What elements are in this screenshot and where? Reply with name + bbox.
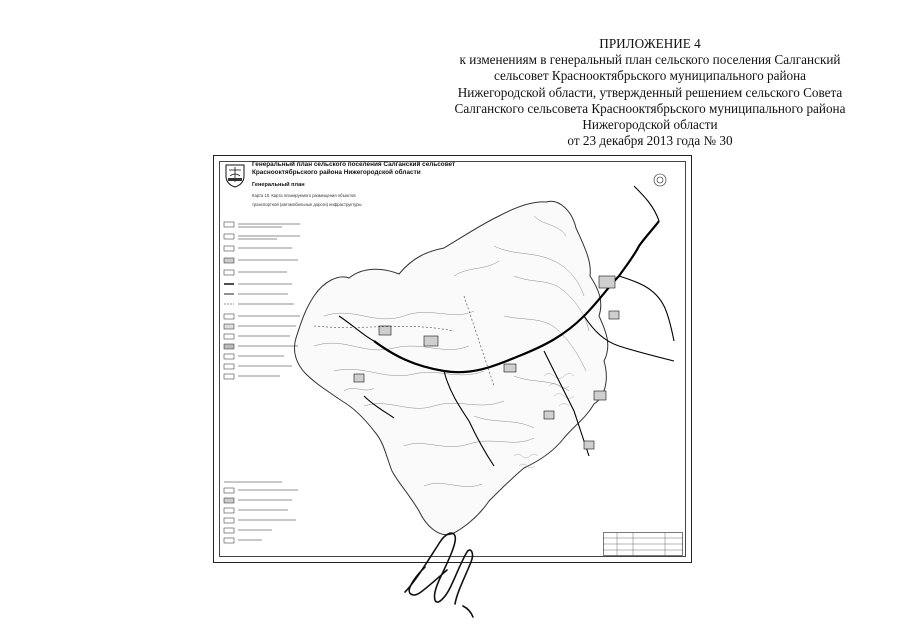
appendix-header — [430, 36, 870, 149]
title-stamp — [603, 532, 683, 556]
map-title-second-line: Краснооктябрьского района Нижегородской области — [252, 169, 421, 176]
appendix-line: сельсовет Краснооктябрьского муниципального района — [493, 68, 807, 84]
landmarks — [654, 174, 666, 186]
appendix-date: от 23 декабря 2013 года № 30 — [567, 133, 733, 149]
map-legend — [222, 214, 304, 384]
map-legend-secondary — [222, 476, 302, 546]
appendix-line: Нижегородской области, утвержденный решением сельского Совета — [457, 84, 843, 100]
map-title: Генеральный план сельского поселения Салганский сельсовет — [252, 161, 456, 168]
map-sheet — [213, 155, 692, 563]
appendix-title: ПРИЛОЖЕНИЕ 4 — [599, 36, 701, 51]
map-card-title: Карта 10. Карта планируемого размещения объектов — [252, 193, 356, 198]
handwritten-signature — [395, 522, 485, 622]
map-subtitle: Генеральный план — [252, 182, 305, 188]
map-card-title-second-line: транспортной (автомобильные дороги) инфраструктуры — [252, 202, 362, 207]
appendix-line: Нижегородской области — [582, 117, 718, 133]
appendix-line: к изменениям в генеральный план сельского поселения Салганский — [459, 52, 841, 68]
appendix-line: Салганского сельсовета Краснооктябрьского муниципального района — [454, 100, 846, 116]
